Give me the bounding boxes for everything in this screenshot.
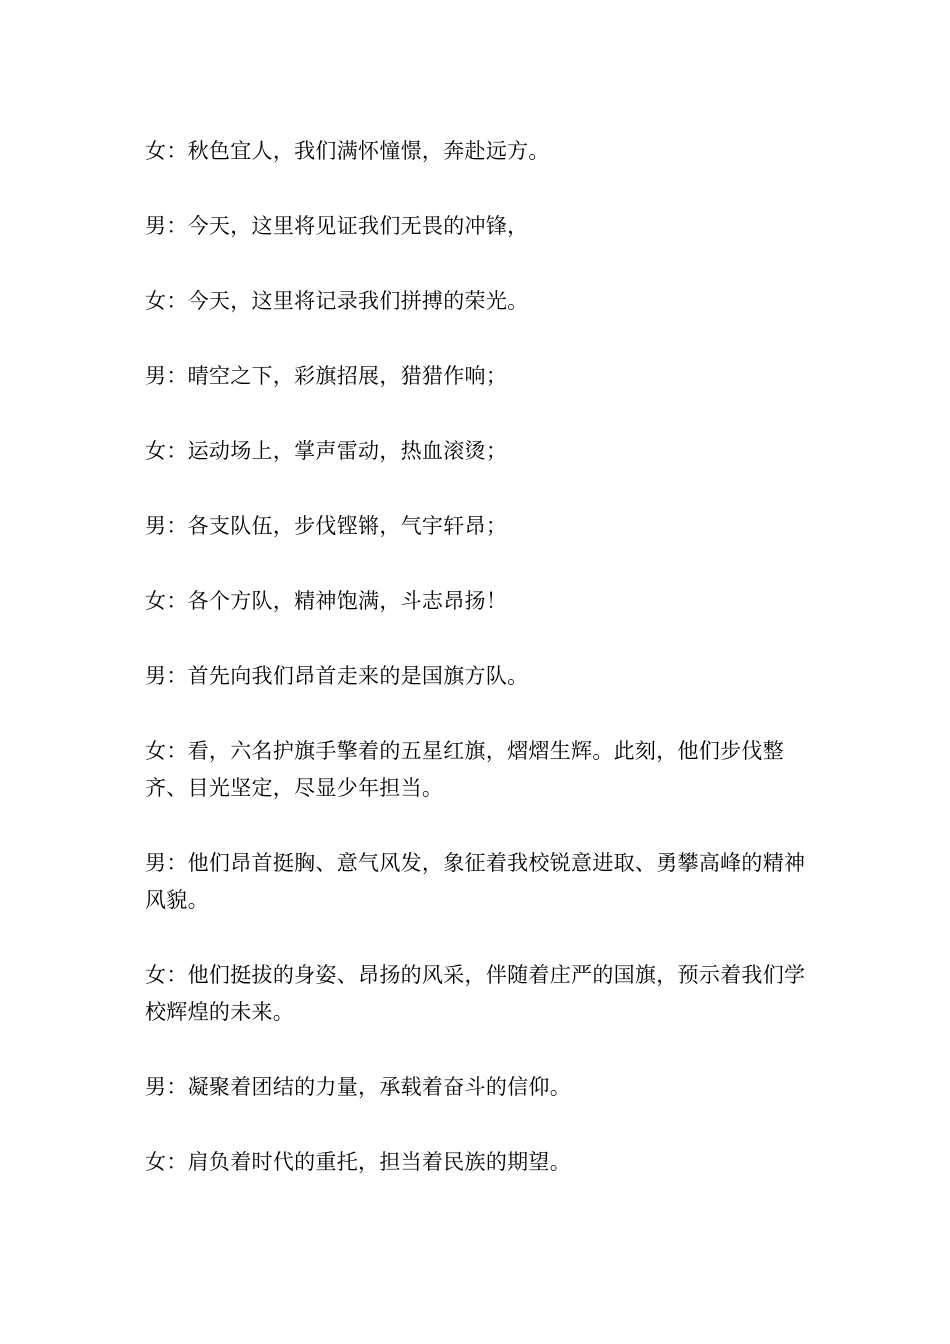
script-line-13 bbox=[145, 1144, 810, 1181]
speaker-separator: ： bbox=[166, 439, 188, 463]
speaker-separator: ： bbox=[166, 851, 188, 875]
speaker-separator: ： bbox=[166, 214, 188, 238]
speaker-separator: ： bbox=[166, 664, 188, 688]
line-text: 首先向我们昂首走来的是国旗方队。 bbox=[187, 664, 529, 688]
line-text: 看，六名护旗手擎着的五星红旗，熠熠生辉。此刻，他们步伐整齐、目光坚定，尽显少年担当。 bbox=[145, 739, 785, 800]
line-text: 各个方队，精神饱满，斗志昂扬！ bbox=[187, 589, 508, 613]
speaker-separator: ： bbox=[166, 514, 188, 538]
line-text: 肩负着时代的重托，担当着民族的期望。 bbox=[187, 1150, 572, 1174]
script-line-6 bbox=[145, 508, 810, 545]
speaker-label: 女 bbox=[145, 439, 167, 463]
speaker-label: 女 bbox=[145, 139, 167, 163]
speaker-label: 男 bbox=[145, 514, 167, 538]
line-text: 今天，这里将见证我们无畏的冲锋， bbox=[187, 214, 529, 238]
speaker-separator: ： bbox=[166, 963, 188, 987]
speaker-label: 女 bbox=[145, 963, 167, 987]
line-text: 他们挺拔的身姿、昂扬的风采，伴随着庄严的国旗，预示着我们学校辉煌的未来。 bbox=[145, 963, 806, 1024]
speaker-separator: ： bbox=[166, 289, 188, 313]
speaker-label: 女 bbox=[145, 739, 167, 763]
script-line-9 bbox=[145, 733, 810, 807]
line-text: 今天，这里将记录我们拼搏的荣光。 bbox=[187, 289, 529, 313]
host-script bbox=[145, 133, 810, 1219]
line-text: 凝聚着团结的力量，承载着奋斗的信仰。 bbox=[187, 1075, 572, 1099]
speaker-separator: ： bbox=[166, 364, 188, 388]
line-text: 运动场上，掌声雷动，热血滚烫； bbox=[187, 439, 508, 463]
speaker-label: 女 bbox=[145, 1150, 167, 1174]
speaker-separator: ： bbox=[166, 1075, 188, 1099]
script-line-8 bbox=[145, 658, 810, 695]
speaker-label: 男 bbox=[145, 364, 167, 388]
script-line-5 bbox=[145, 433, 810, 470]
script-line-12 bbox=[145, 1069, 810, 1106]
speaker-label: 男 bbox=[145, 664, 167, 688]
speaker-label: 男 bbox=[145, 851, 167, 875]
speaker-label: 男 bbox=[145, 214, 167, 238]
speaker-label: 女 bbox=[145, 289, 167, 313]
line-text: 秋色宜人，我们满怀憧憬，奔赴远方。 bbox=[187, 139, 550, 163]
speaker-label: 女 bbox=[145, 589, 167, 613]
script-line-11 bbox=[145, 957, 810, 1031]
script-line-1 bbox=[145, 133, 810, 170]
speaker-separator: ： bbox=[166, 139, 188, 163]
line-text: 各支队伍，步伐铿锵，气宇轩昂； bbox=[187, 514, 508, 538]
line-text: 他们昂首挺胸、意气风发，象征着我校锐意进取、勇攀高峰的精神风貌。 bbox=[145, 851, 806, 912]
script-line-7 bbox=[145, 583, 810, 620]
line-text: 晴空之下，彩旗招展，猎猎作响； bbox=[187, 364, 508, 388]
speaker-label: 男 bbox=[145, 1075, 167, 1099]
script-line-4 bbox=[145, 358, 810, 395]
speaker-separator: ： bbox=[166, 589, 188, 613]
script-line-3 bbox=[145, 283, 810, 320]
script-line-10 bbox=[145, 845, 810, 919]
script-line-2 bbox=[145, 208, 810, 245]
speaker-separator: ： bbox=[166, 739, 188, 763]
speaker-separator: ： bbox=[166, 1150, 188, 1174]
